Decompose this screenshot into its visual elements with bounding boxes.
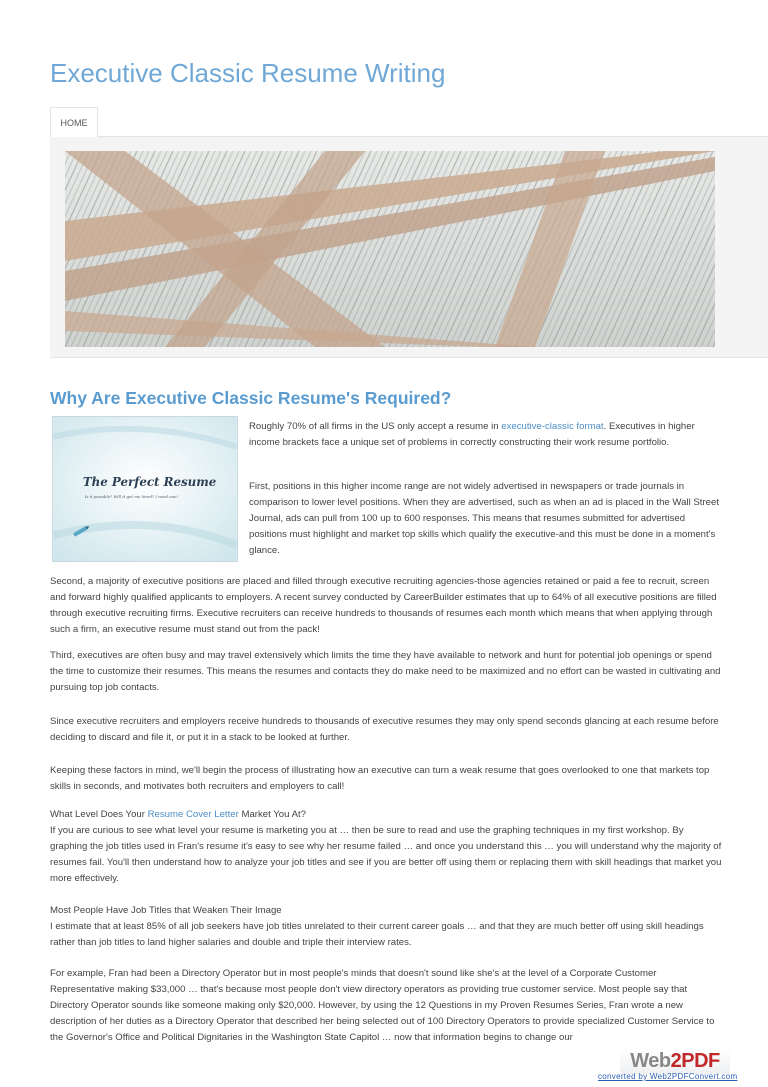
- perfect-resume-image: [52, 416, 238, 562]
- web2pdf-logo-web: Web: [630, 1050, 671, 1072]
- resume-cover-letter-link[interactable]: Resume Cover Letter: [147, 809, 239, 820]
- header-image-frame: [50, 137, 768, 358]
- paragraph-9: For example, Fran had been a Directory Operator but in most people's minds that doesn't sound like she's at the level of a Corporate Customer Representative making $33,000 … that's because most people don't view directory operators as providing true customer service. Most people say that Directory Operator sounds like someone making only $20,000. However, by using the 12 Questions in my Proven Resumes Series, Fran wrote a new description of her duties as a Directory Operator that described her being selected out of 100 Directory Operators to provide specialized Customer Service to the Governor's Office and Political Dignitaries in the Washington State Capitol … now that information begins to change our: [50, 968, 715, 1043]
- web2pdf-convert-link[interactable]: converted by Web2PDFConvert.com: [598, 1072, 738, 1081]
- executive-classic-format-link[interactable]: executive-classic format: [501, 421, 604, 432]
- header-image: [65, 151, 715, 347]
- paragraph-5: Since executive recruiters and employers receive hundreds to thousands of executive resumes they may only spend seconds glancing at each resume before deciding to discard and file it, or put it in a stack to be looked at further.: [50, 716, 719, 743]
- thumb-tagline: Is it possible? Will it get me hired? I need one!: [84, 493, 179, 499]
- thumb-headline: The Perfect Resume: [82, 475, 217, 490]
- paragraph-6: Keeping these factors in mind, we'll begin the process of illustrating how an executive can turn a weak resume that goes overlooked to one that markets top skills in seconds, and motivates both recruiters and employers to call!: [50, 765, 710, 792]
- site-title[interactable]: Executive Classic Resume Writing: [50, 58, 446, 88]
- web2pdf-logo-2: 2: [670, 1050, 682, 1072]
- section-heading-job-titles: Most People Have Job Titles that Weaken Their Image: [50, 905, 282, 916]
- paragraph-2: First, positions in this higher income range are not widely advertised in newspapers or trade journals in comparison to lower level positions. When they are advertised, such as when an ad is placed in the Wall Street Journal, ads can pull from 100 up to 600 responses. This means that resumes submitted for advertised positions must highlight and market top skills which qualify the executive-and this must be done in a moment's glance.: [249, 481, 719, 556]
- nav-bar: [50, 107, 768, 137]
- header-image-graphic: [65, 151, 715, 347]
- section-heading-level-pre: What Level Does Your: [50, 809, 148, 820]
- perfect-resume-graphic: [53, 417, 237, 561]
- paragraph-3: Second, a majority of executive positions are placed and filled through executive recruiting agencies-those agencies retained or paid a fee to recruit, screen and forward highly qualified applicants to employers. A recent survey conducted by CareerBuilder estimates that up to 64% of all executive positions are filled through executive recruiting firms. Executive recruiters can receive hundreds to thousands of resumes each month which means that when applying through such a firm, an executive resume must stand out from the pack!: [50, 576, 717, 635]
- paragraph-7: If you are curious to see what level your resume is marketing you at … then be sure to read and use the graphing techniques in my first workshop. By graphing the job titles used in Fran's resume it's easy to see why her resume failed … and once you understand this … you will understand why the majority of resumes fail. You'll then understand how to analyze your job titles and see if you are better off using them or replacing them with skill headings that market you more effectively.: [50, 825, 722, 884]
- post-title[interactable]: Why Are Executive Classic Resume's Required?: [50, 388, 452, 408]
- web2pdf-logo[interactable]: [620, 1049, 730, 1074]
- nav-home-tab[interactable]: HOME: [50, 107, 98, 137]
- section-heading-level-post: Market You At?: [238, 809, 306, 820]
- paragraph-4: Third, executives are often busy and may travel extensively which limits the time they have available to network and hunt for potential job openings or spend the time to customize their resumes. This means the resumes and contacts they do make need to be maximized and no effort can be wasted in cultivating and pursuing top job contacts.: [50, 650, 721, 693]
- section-heading-level: [50, 807, 722, 823]
- paragraph-1: [249, 419, 719, 451]
- paragraph-1-post: . Executives in higher income brackets face a unique set of problems in correctly constructing their work resume portfolio.: [249, 421, 695, 448]
- paragraph-8: I estimate that at least 85% of all job seekers have job titles unrelated to their current career goals … and that they are much better off using skill headings rather than job titles to land higher salaries and double and triple their interview rates.: [50, 921, 704, 948]
- web2pdf-logo-pdf: PDF: [681, 1050, 720, 1072]
- paragraph-1-pre: Roughly 70% of all firms in the US only accept a resume in: [249, 421, 502, 432]
